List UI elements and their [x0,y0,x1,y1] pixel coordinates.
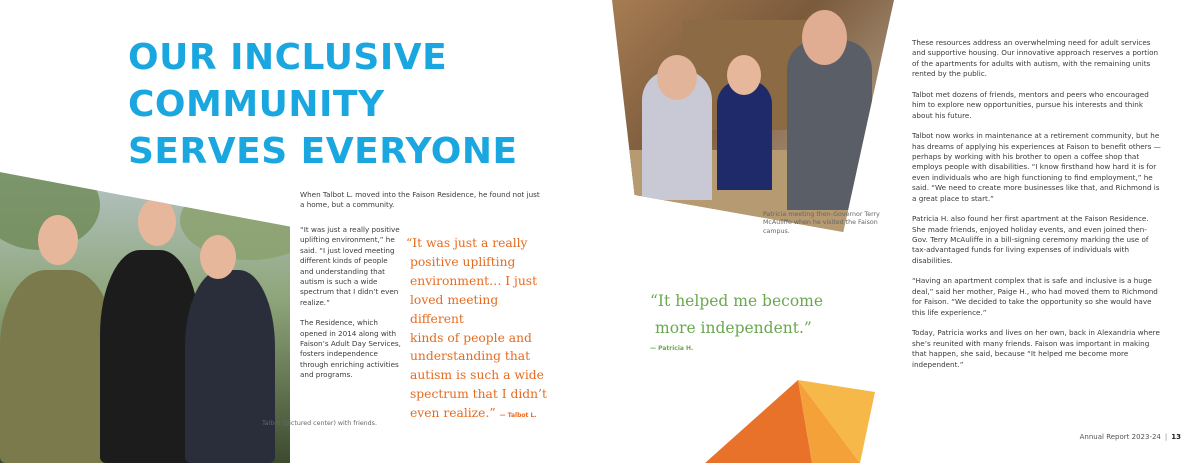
talbot-photo-caption: Talbot (pictured center) with friends. [262,420,377,427]
quote-line: even realize.” [410,406,496,421]
page-title [128,34,548,175]
footer-separator: | [1164,433,1168,441]
quote-line: spectrum that I didn’t [410,387,547,402]
paragraph: The Residence, which opened in 2014 along with Faison’s Adult Day Services, fosters independence through enriching activities and programs. [300,318,401,380]
right-column [912,38,1162,380]
patricia-photo-caption: Patricia meeting then-Governor Terry McAuliffe when he visited the Faison campus. [763,211,880,235]
paragraph: Talbot met dozens of friends, mentors and peers who encouraged him to explore new opportunities, pursue his interests and think about his future. [912,89,1149,120]
quote-line: “It was just a really [406,236,528,250]
quote-line: environment… I just [410,273,538,288]
quote-attribution: — Patricia H. [650,345,694,352]
quote-line: positive uplifting [410,254,516,269]
quote-line: more independent.” [655,319,812,337]
page-footer [1080,433,1181,441]
quote-line: autism is such a wide [410,368,544,383]
intro-paragraph: When Talbot L. moved into the Faison Residence, he found not just a home, but a community. [300,190,540,210]
page-number: 13 [1171,433,1181,441]
paragraph: Today, Patricia works and lives on her own, back in Alexandria where she’s reunited with many friends. Faison was important in making that happen, she said, because “It helped me become more independent.” [912,328,1160,369]
talbot-photo [0,160,290,463]
quote-line: “It helped me become [650,292,824,310]
paragraph: These resources address an overwhelming need for adult services and supportive housing. Our innovative approach reserves a portion of the apartments for adults with autism, with the remaining units rented by the public. [912,38,1159,79]
quote-attribution: — Talbot L. [499,412,537,420]
page-title-line: OUR INCLUSIVE [128,37,448,78]
paragraph: “Having an apartment complex that is safe and inclusive is a huge deal,” said her mother, Paige H., who had moved them to Richmond for Faison. “We decided to take the opportunity so she would have this life experience.” [912,276,1158,317]
patricia-photo [612,0,894,232]
quote-line: kinds of people and [410,330,532,345]
patricia-pull-quote [650,288,850,354]
report-label: Annual Report 2023-24 [1079,433,1161,441]
talbot-pull-quote [406,234,554,426]
quote-last-line-row [406,404,554,426]
paragraph: Patricia H. also found her first apartment at the Faison Residence. She made friends, enjoyed holiday events, and even joined then-Gov. Terry McAuliffe in a bill-signing ceremony marking the use of tax-advantaged funds for living expenses of individuals with disabilities. [912,214,1149,265]
page-title-line: COMMUNITY [128,84,385,125]
decorative-triangles [700,378,880,463]
quote-line: loved meeting different [410,292,499,326]
triangle-shape [705,380,812,463]
paragraph: Talbot now works in maintenance at a retirement community, but he has dreams of applying his experiences at Faison to benefit others — perhaps by working with his brother to open a coffee shop that employs people with disabilities. “I know firsthand how hard it is for even individuals who are high functioning to find employment,” he said. “We need to create more businesses like that, and Richmond is a great place to start.” [912,131,1161,203]
page-title-line: SERVES EVERYONE [128,131,518,172]
quote-line: understanding that [410,349,531,364]
talbot-column [300,225,402,391]
paragraph: “It was just a really positive uplifting environment,” he said. “I just loved meeting different kinds of people and understanding that autism is such a wide spectrum that I didn’t even realize.” [300,225,400,307]
